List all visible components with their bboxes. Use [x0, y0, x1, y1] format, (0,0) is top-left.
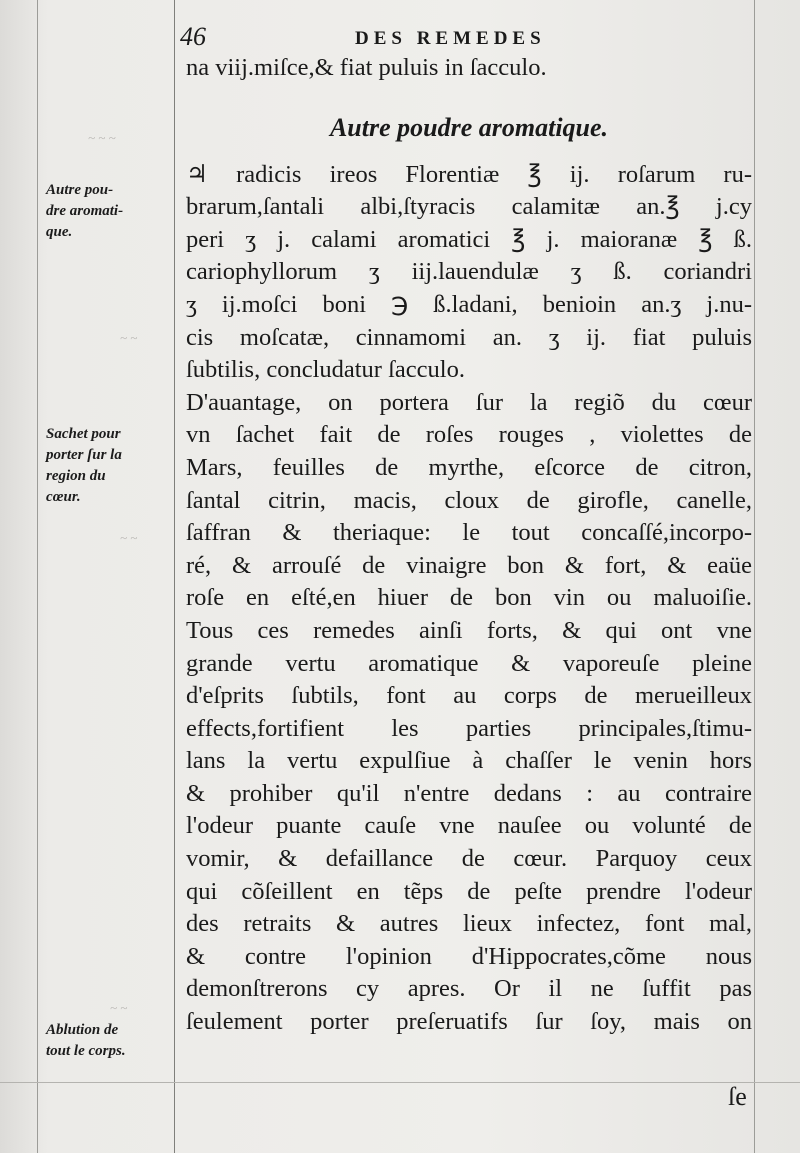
right-margin-rule [754, 0, 755, 1153]
bleed-through-mark: ~ ~ ~ [88, 130, 116, 145]
text-line: brarum,ſantali albi,ſtyracis calamitæ an.℥ j.cy [186, 193, 752, 221]
text-line: na viij.miſce,& fiat puluis in ſacculo. [186, 54, 547, 81]
margin-note-line: Autre pou- [46, 182, 114, 198]
page-header [180, 22, 610, 52]
running-title: DES REMEDES [355, 28, 546, 49]
margin-note-line: region du [46, 468, 106, 484]
text-line: qui cõſeillent en tẽps de peſte prendre l'odeur [186, 877, 752, 905]
text-line: ſubtilis, concludatur ſacculo. [186, 356, 465, 384]
text-line: demonſtrerons cy apres. Or il ne ſuffit pas [186, 975, 752, 1003]
text-line: des retraits & autres lieux infectez, font mal, [186, 910, 752, 938]
text-line: l'odeur puante cauſe vne nauſee ou volunté de [186, 812, 752, 840]
margin-note-line: porter ſur la [46, 447, 122, 463]
bleed-through-mark: ~ ~ [110, 1000, 128, 1015]
catchword: ſe [728, 1082, 747, 1111]
text-line: ſantal citrin, macis, cloux de girofle, canelle, [186, 486, 752, 514]
margin-note-line: Sachet pour [46, 426, 121, 442]
page-number: 46 [180, 22, 206, 51]
text-line: grande vertu aromatique & vaporeuſe pleine [186, 649, 752, 677]
text-line: ʒ ij.moſci boni ℈ ß.ladani, benioin an.ʒ j.nu- [186, 290, 752, 318]
main-text-block [186, 52, 752, 1039]
text-line: & contre l'opinion d'Hippocrates,cõme nous [186, 942, 752, 970]
margin-note-line: que. [46, 224, 73, 240]
bottom-rule [0, 1082, 800, 1083]
text-line: ſaffran & theriaque: le tout concaſſé,incorpo- [186, 519, 752, 547]
text-line: Mars, feuilles de myrthe, eſcorce de citron, [186, 453, 752, 481]
text-line: cariophyllorum ʒ iij.lauendulæ ʒ ß. coriandri [186, 258, 752, 286]
bleed-through-mark: ~ ~ [120, 330, 138, 345]
text-line: D'auantage, on portera ſur la regiõ du cœur [186, 388, 752, 416]
margin-note-line: dre aromati- [46, 203, 124, 219]
margin-note-autre-poudre [46, 180, 174, 243]
text-margin-rule [174, 0, 175, 1153]
text-line: lans la vertu expulſiue à chaſſer le venin hors [186, 747, 752, 775]
text-line: ré, & arrouſé de vinaigre bon & fort, & eaüe [186, 551, 752, 579]
left-margin-rule [37, 0, 38, 1153]
text-line: & prohiber qu'il n'entre dedans : au contraire [186, 779, 752, 807]
margin-note-line: Ablution de [46, 1022, 119, 1038]
margin-note-line: tout le corps. [46, 1043, 126, 1059]
text-line: vn ſachet fait de roſes rouges , violettes de [186, 421, 752, 449]
margin-note-line: cœur. [46, 489, 81, 505]
text-line: vomir, & defaillance de cœur. Parquoy ceux [186, 845, 752, 873]
text-line: roſe en eſté,en hiuer de bon vin ou maluoiſie. [186, 584, 752, 612]
text-line: effects,fortifient les parties principales,ſtimu- [186, 714, 752, 742]
text-line: ſeulement porter preſeruatifs ſur ſoy, mais on [186, 1008, 752, 1036]
text-line: d'eſprits ſubtils, font au corps de merueilleux [186, 682, 752, 710]
text-line: ♃ radicis ireos Florentiæ ℥ ij. roſarum ru- [186, 160, 752, 188]
text-line: cis moſcatæ, cinnamomi an. ʒ ij. fiat puluis [186, 323, 752, 351]
text-line: Tous ces remedes ainſi forts, & qui ont vne [186, 616, 752, 644]
margin-note-ablution [46, 1020, 174, 1062]
margin-note-sachet [46, 424, 174, 508]
bleed-through-mark: ~ ~ [120, 530, 138, 545]
section-heading: Autre poudre aromatique. [329, 112, 609, 142]
text-line: peri ʒ j. calami aromatici ℥ j. maioranæ ℥ ß. [186, 225, 752, 253]
